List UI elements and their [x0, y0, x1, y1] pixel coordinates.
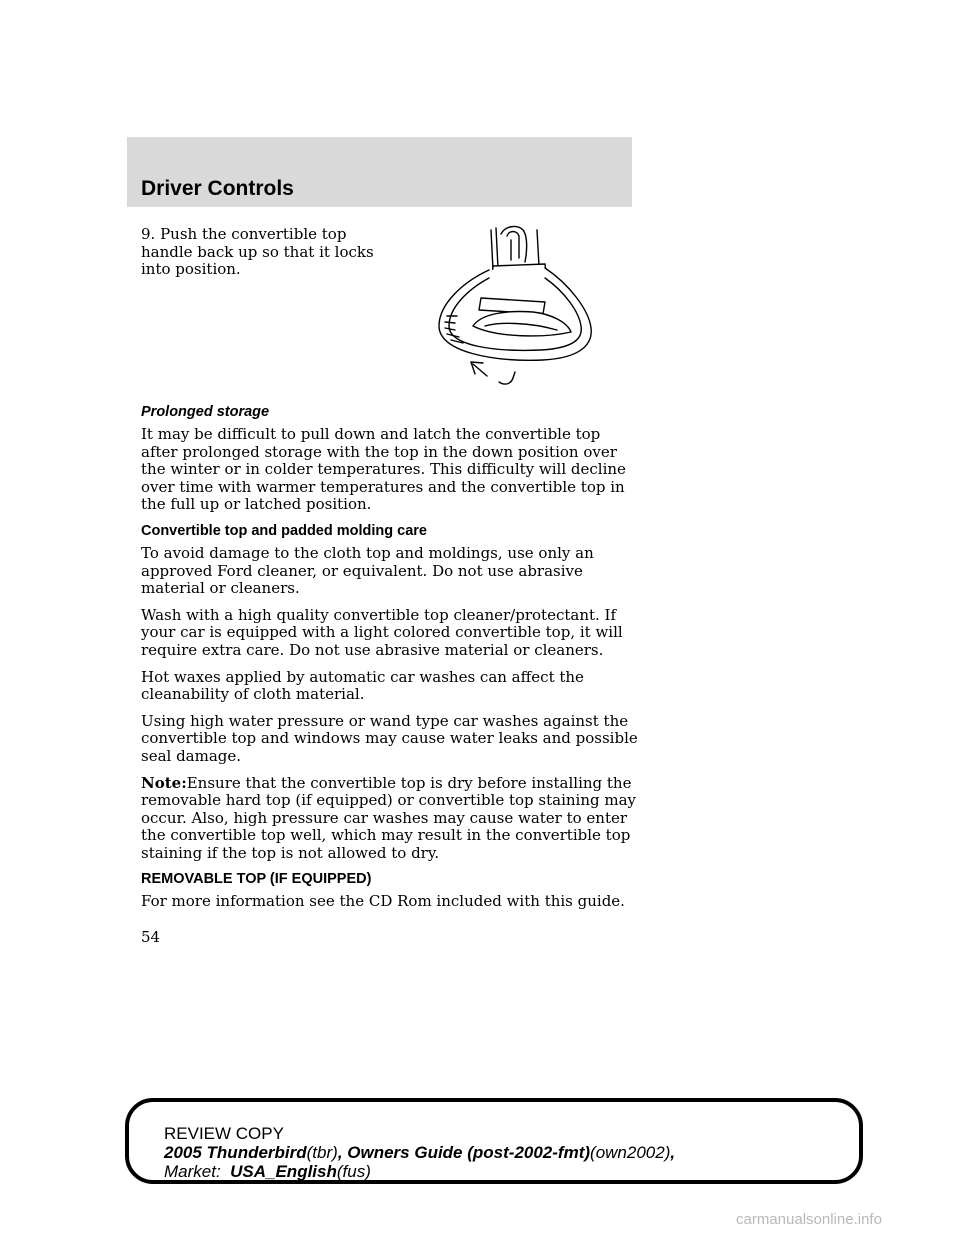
note-label: Note: — [141, 773, 187, 792]
prolonged-storage-heading: Prolonged storage — [141, 404, 270, 420]
note-paragraph — [141, 775, 641, 863]
separator-2: , — [670, 1143, 676, 1162]
care-paragraph-2: Wash with a high quality convertible top cleaner/protectant. If your car is equipped with a light colored convertible top, it will require extra care. Do not use abrasive material or cleaners. — [141, 605, 623, 659]
convertible-top-handle-illustration — [433, 222, 603, 392]
separator-1: , — [337, 1143, 348, 1162]
review-copy-text — [164, 1124, 675, 1181]
removable-top-paragraph: For more information see the CD Rom included with this guide. — [141, 892, 625, 911]
document-id-line — [164, 1143, 675, 1162]
guide-code: (own2002) — [590, 1143, 671, 1162]
removable-top-heading: REMOVABLE TOP (IF EQUIPPED) — [141, 871, 372, 888]
prolonged-storage-paragraph: It may be difficult to pull down and latch the convertible top after prolonged storage with the top in the down position over the winter or in colder temperatures. This difficulty will decline over time with warmer temperatures and the convertible top in the full up or latched position. — [141, 425, 626, 514]
care-paragraph-1: To avoid damage to the cloth top and moldings, use only an approved Ford cleaner, or equivalent. Do not use abrasive material or cleaners. — [141, 543, 594, 598]
market-code: (fus) — [336, 1162, 371, 1181]
page-number: 54 — [141, 928, 161, 946]
market-label: Market: — [164, 1162, 231, 1181]
care-paragraph-3: Hot waxes applied by automatic car washes can affect the cleanability of cloth material. — [141, 667, 584, 704]
care-heading: Convertible top and padded molding care — [141, 522, 427, 539]
watermark: carmanualsonline.info — [736, 1211, 882, 1228]
main-content — [141, 404, 641, 920]
step-9-text: 9. Push the convertible top handle back up so that it locks into position. — [141, 225, 374, 279]
market-line — [164, 1162, 675, 1181]
section-header-band — [127, 137, 632, 207]
model-code: (tbr) — [306, 1143, 338, 1162]
review-copy-label: REVIEW COPY — [164, 1124, 284, 1143]
note-text: Ensure that the convertible top is dry before installing the removable hard top (if equipped) or convertible top staining may occur. Also, high pressure car washes may cause water to enter the convertible top well, which may result in the convertible top staining if the top is not allowed to dry. — [141, 773, 637, 862]
care-paragraph-4: Using high water pressure or wand type car washes against the convertible top and windows may cause water leaks and possible seal damage. — [141, 711, 638, 765]
section-title: Driver Controls — [141, 177, 294, 200]
market-value: USA_English — [230, 1162, 337, 1181]
model-name: 2005 Thunderbird — [164, 1143, 307, 1162]
guide-name: Owners Guide (post-2002-fmt) — [347, 1143, 591, 1162]
